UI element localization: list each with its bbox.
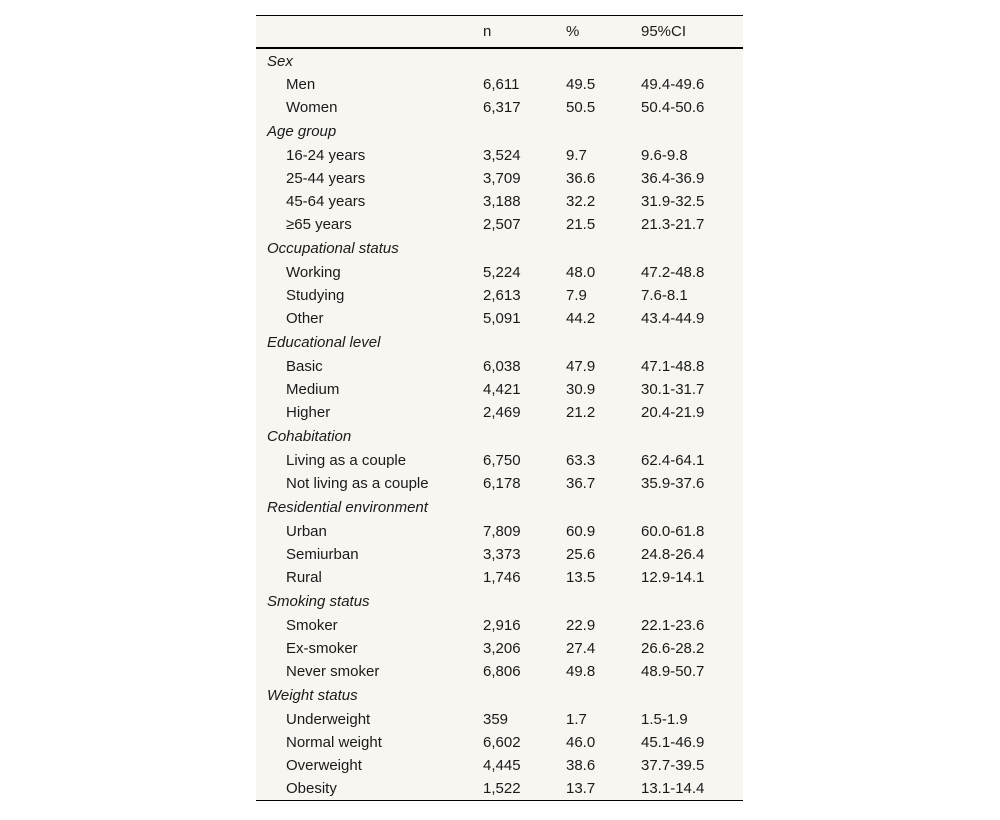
header-label <box>256 16 483 48</box>
row-label: ≥65 years <box>286 216 352 233</box>
group-title: Cohabitation <box>267 428 352 445</box>
table-header-row <box>256 16 743 48</box>
row-percent: 22.9 <box>566 617 596 634</box>
row-n: 3,188 <box>483 193 521 210</box>
row-percent: 49.8 <box>566 663 596 680</box>
row-percent: 50.5 <box>566 99 596 116</box>
group-title: Smoking status <box>267 593 370 610</box>
row-label: Studying <box>286 287 345 304</box>
row-ci: 62.4-64.1 <box>641 452 705 469</box>
row-label: Other <box>286 310 324 327</box>
row-percent: 30.9 <box>566 381 596 398</box>
header-ci: 95%CI <box>641 16 743 48</box>
group-header-row <box>256 589 743 614</box>
row-percent: 48.0 <box>566 264 596 281</box>
row-n: 4,445 <box>483 757 521 774</box>
table-row <box>256 566 743 589</box>
group-title: Educational level <box>267 334 381 351</box>
table-row <box>256 520 743 543</box>
row-ci: 31.9-32.5 <box>641 193 705 210</box>
group-header-row <box>256 236 743 261</box>
row-percent: 21.5 <box>566 216 596 233</box>
row-n: 3,373 <box>483 546 521 563</box>
row-n: 6,806 <box>483 663 521 680</box>
header-percent: % <box>566 16 641 48</box>
row-label: Men <box>286 76 316 93</box>
row-ci: 36.4-36.9 <box>641 170 705 187</box>
row-percent: 60.9 <box>566 523 596 540</box>
row-n: 6,602 <box>483 734 521 751</box>
table-row <box>256 401 743 424</box>
row-ci: 13.1-14.4 <box>641 780 705 797</box>
table-row <box>256 543 743 566</box>
table-row <box>256 614 743 637</box>
data-table-container <box>256 15 743 801</box>
row-ci: 37.7-39.5 <box>641 757 705 774</box>
row-n: 3,206 <box>483 640 521 657</box>
row-label: Obesity <box>286 780 337 797</box>
header-n: n <box>483 16 566 48</box>
group-header-row <box>256 119 743 144</box>
row-n: 2,507 <box>483 216 521 233</box>
row-label: Urban <box>286 523 327 540</box>
row-n: 6,317 <box>483 99 521 116</box>
group-title: Age group <box>267 123 337 140</box>
row-percent: 21.2 <box>566 404 596 421</box>
row-ci: 43.4-44.9 <box>641 310 705 327</box>
row-ci: 30.1-31.7 <box>641 381 705 398</box>
row-ci: 24.8-26.4 <box>641 546 705 563</box>
table-row <box>256 708 743 731</box>
table-row <box>256 378 743 401</box>
row-label: Medium <box>286 381 340 398</box>
row-label: Working <box>286 264 341 281</box>
table-row <box>256 190 743 213</box>
row-ci: 45.1-46.9 <box>641 734 705 751</box>
table-row <box>256 637 743 660</box>
row-ci: 49.4-49.6 <box>641 76 705 93</box>
row-n: 2,916 <box>483 617 521 634</box>
group-header-row <box>256 330 743 355</box>
characteristics-table <box>256 16 743 800</box>
row-ci: 47.1-48.8 <box>641 358 705 375</box>
row-label: Rural <box>286 569 322 586</box>
row-label: Underweight <box>286 711 371 728</box>
row-n: 6,038 <box>483 358 521 375</box>
row-percent: 63.3 <box>566 452 596 469</box>
table-row <box>256 284 743 307</box>
row-label: Semiurban <box>286 546 359 563</box>
row-n: 6,611 <box>483 76 520 93</box>
table-row <box>256 307 743 330</box>
group-title: Sex <box>267 52 293 70</box>
row-ci: 48.9-50.7 <box>641 663 705 680</box>
row-percent: 36.7 <box>566 475 596 492</box>
row-ci: 60.0-61.8 <box>641 523 705 540</box>
row-ci: 9.6-9.8 <box>641 147 688 164</box>
table-row <box>256 472 743 495</box>
row-percent: 47.9 <box>566 358 596 375</box>
group-header-row <box>256 495 743 520</box>
table-row <box>256 261 743 284</box>
row-n: 359 <box>483 711 509 728</box>
row-ci: 47.2-48.8 <box>641 264 705 281</box>
table-row <box>256 167 743 190</box>
row-n: 2,613 <box>483 287 521 304</box>
row-label: Basic <box>286 358 323 375</box>
row-label: Never smoker <box>286 663 380 680</box>
row-label: Not living as a couple <box>286 475 429 492</box>
row-ci: 1.5-1.9 <box>641 711 688 728</box>
row-ci: 35.9-37.6 <box>641 475 705 492</box>
row-percent: 44.2 <box>566 310 596 327</box>
row-percent: 7.9 <box>566 287 587 304</box>
row-n: 1,522 <box>483 780 521 797</box>
row-percent: 9.7 <box>566 147 587 164</box>
row-label: 16-24 years <box>286 147 366 164</box>
row-percent: 13.7 <box>566 780 596 797</box>
row-n: 3,524 <box>483 147 521 164</box>
row-label: 25-44 years <box>286 170 366 187</box>
table-body <box>256 48 743 800</box>
row-ci: 22.1-23.6 <box>641 617 705 634</box>
table-row <box>256 449 743 472</box>
row-label: Overweight <box>286 757 362 774</box>
row-percent: 25.6 <box>566 546 596 563</box>
row-n: 7,809 <box>483 523 521 540</box>
row-n: 5,224 <box>483 264 521 281</box>
table-row <box>256 777 743 800</box>
group-title: Residential environment <box>267 499 428 516</box>
group-header-row <box>256 48 743 73</box>
row-percent: 27.4 <box>566 640 596 657</box>
table-row <box>256 144 743 167</box>
row-label: Normal weight <box>286 734 382 751</box>
row-percent: 38.6 <box>566 757 596 774</box>
table-row <box>256 731 743 754</box>
row-ci: 50.4-50.6 <box>641 99 705 116</box>
row-n: 4,421 <box>483 381 521 398</box>
group-header-row <box>256 424 743 449</box>
row-ci: 26.6-28.2 <box>641 640 705 657</box>
row-percent: 32.2 <box>566 193 596 210</box>
row-n: 6,750 <box>483 452 521 469</box>
row-n: 5,091 <box>483 310 521 327</box>
table-row <box>256 213 743 236</box>
row-label: Living as a couple <box>286 452 407 469</box>
row-ci: 7.6-8.1 <box>641 287 688 304</box>
row-percent: 36.6 <box>566 170 596 187</box>
row-percent: 13.5 <box>566 569 596 586</box>
row-ci: 12.9-14.1 <box>641 569 705 586</box>
row-percent: 1.7 <box>566 711 587 728</box>
table-row <box>256 96 743 119</box>
row-n: 2,469 <box>483 404 521 421</box>
row-ci: 21.3-21.7 <box>641 216 705 233</box>
table-row <box>256 660 743 683</box>
row-label: Smoker <box>286 617 338 634</box>
table-row <box>256 355 743 378</box>
row-n: 1,746 <box>483 569 521 586</box>
table-row <box>256 754 743 777</box>
row-label: Women <box>286 99 338 116</box>
group-title: Weight status <box>267 687 358 704</box>
row-percent: 49.5 <box>566 76 596 93</box>
row-label: Ex-smoker <box>286 640 358 657</box>
row-label: Higher <box>286 404 331 421</box>
group-header-row <box>256 683 743 708</box>
row-ci: 20.4-21.9 <box>641 404 705 421</box>
row-n: 3,709 <box>483 170 521 187</box>
group-title: Occupational status <box>267 240 399 257</box>
row-label: 45-64 years <box>286 193 366 210</box>
table-row <box>256 73 743 96</box>
row-percent: 46.0 <box>566 734 596 751</box>
row-n: 6,178 <box>483 475 521 492</box>
